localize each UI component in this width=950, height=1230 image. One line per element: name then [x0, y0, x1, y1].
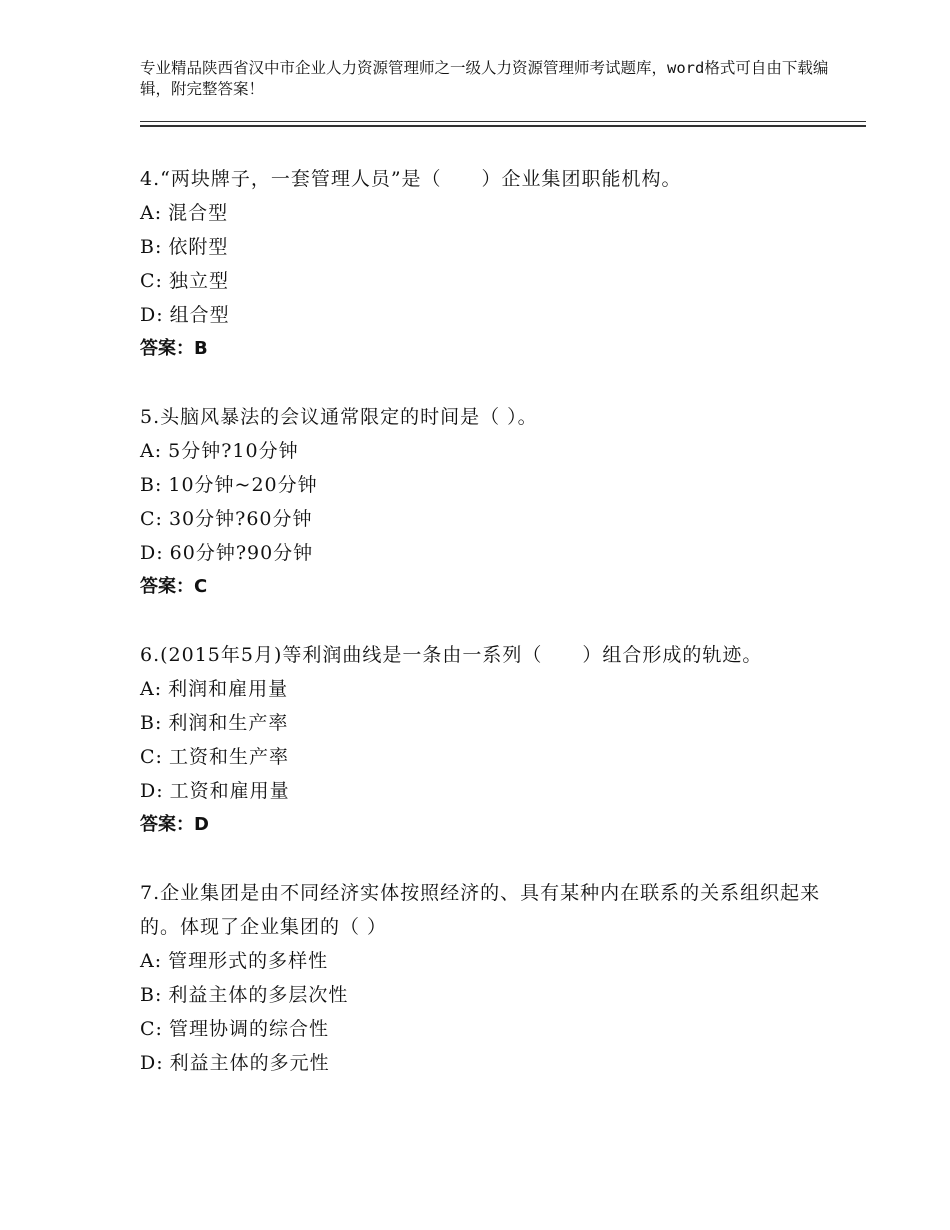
question-text: 7.企业集团是由不同经济实体按照经济的、具有某种内在联系的关系组织起来的。体现了企业集团的（ ）	[140, 882, 821, 938]
option-a	[140, 672, 830, 706]
header-divider-thick	[140, 125, 866, 127]
option-b	[140, 706, 830, 740]
answer-label: 答案：D	[140, 814, 209, 835]
option-d	[140, 536, 830, 570]
question-4	[140, 162, 830, 366]
option-letter: A:	[140, 678, 163, 700]
option-letter: C:	[140, 508, 163, 530]
option-d	[140, 1046, 830, 1080]
answer-label: 答案：C	[140, 576, 208, 597]
option-text: 依附型	[168, 236, 229, 258]
option-c	[140, 502, 830, 536]
question-text: 4.“两块牌子，一套管理人员”是（ ）企业集团职能机构。	[140, 168, 682, 190]
question-text: 6.(2015年5月)等利润曲线是一条由一系列（ ）组合形成的轨迹。	[140, 644, 763, 666]
option-c	[140, 264, 830, 298]
option-text: 组合型	[169, 304, 230, 326]
option-d	[140, 298, 830, 332]
option-a	[140, 944, 830, 978]
header-divider-thin	[140, 121, 866, 122]
option-text: 管理协调的综合性	[168, 1018, 329, 1040]
document-header: 专业精品陕西省汉中市企业人力资源管理师之一级人力资源管理师考试题库，word格式可自由下载编辑，附完整答案！	[140, 59, 829, 98]
option-text: 混合型	[168, 202, 229, 224]
option-letter: C:	[140, 746, 163, 768]
option-text: 10分钟~20分钟	[168, 474, 318, 496]
option-letter: B:	[140, 236, 163, 258]
option-letter: C:	[140, 1018, 163, 1040]
option-letter: C:	[140, 270, 163, 292]
option-b	[140, 230, 830, 264]
option-letter: B:	[140, 712, 163, 734]
question-5	[140, 400, 830, 604]
question-text: 5.头脑风暴法的会议通常限定的时间是（ ）。	[140, 406, 538, 428]
option-a	[140, 434, 830, 468]
option-text: 利益主体的多层次性	[168, 984, 349, 1006]
option-letter: B:	[140, 474, 163, 496]
question-6	[140, 638, 830, 842]
option-text: 利润和生产率	[168, 712, 289, 734]
option-a	[140, 196, 830, 230]
option-letter: A:	[140, 440, 163, 462]
option-letter: D:	[140, 542, 164, 564]
option-text: 管理形式的多样性	[168, 950, 329, 972]
option-letter: D:	[140, 304, 164, 326]
option-text: 工资和雇用量	[169, 780, 290, 802]
option-d	[140, 774, 830, 808]
option-letter: A:	[140, 202, 163, 224]
option-letter: B:	[140, 984, 163, 1006]
question-7	[140, 876, 830, 1080]
option-c	[140, 1012, 830, 1046]
answer-label: 答案：B	[140, 338, 208, 359]
option-text: 工资和生产率	[168, 746, 289, 768]
option-text: 利益主体的多元性	[169, 1052, 330, 1074]
option-text: 利润和雇用量	[168, 678, 289, 700]
option-text: 5分钟?10分钟	[168, 440, 299, 462]
option-text: 60分钟?90分钟	[169, 542, 314, 564]
question-list	[140, 162, 830, 1114]
option-letter: D:	[140, 780, 164, 802]
option-c	[140, 740, 830, 774]
option-b	[140, 978, 830, 1012]
option-letter: D:	[140, 1052, 164, 1074]
option-letter: A:	[140, 950, 163, 972]
option-text: 30分钟?60分钟	[168, 508, 313, 530]
option-b	[140, 468, 830, 502]
option-text: 独立型	[168, 270, 229, 292]
